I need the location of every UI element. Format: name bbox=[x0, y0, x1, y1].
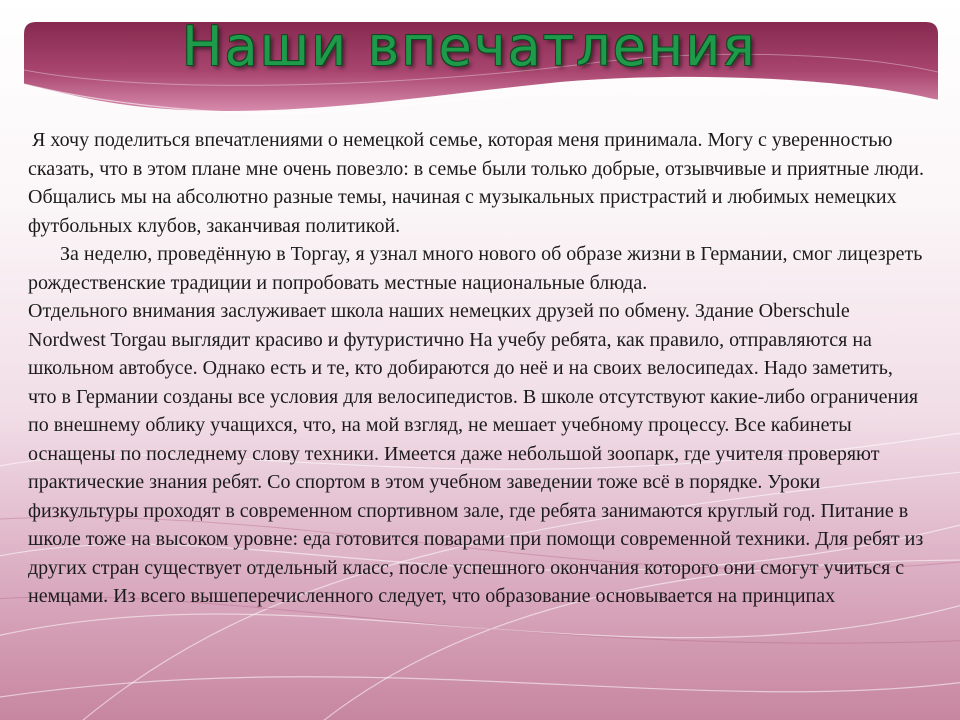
paragraph-school: Отдельного внимания заслуживает школа наших немецких друзей по обмену. Здание Oberschule Nordwest Torgau выглядит красиво и футуристично На учебу ребята, как правило, отправляются на школьном автобусе. Однако есть и те, кто добираются до неё и на своих велосипедах. Надо заметить, что в Германии созданы все условия для велосипедистов. В школе отсутствуют какие-либо ограничения по внешнему облику учащихся, что, на мой взгляд, не мешает учебному процессу. Все кабинеты оснащены по последнему слову техники. Имеется даже небольшой зоопарк, где учителя проверяют практические знания ребят. Со спортом в этом учебном заведении тоже всё в порядке. Уроки физкультуры проходят в современном спортивном зале, где ребята занимаются круглый год. Питание в школе тоже на высоком уровне: еда готовится поварами при помощи современной техники. Для ребят из других стран существует отдельный класс, после успешного окончания которого они смогут учиться с немцами. Из всего вышеперечисленного следует, что образование основывается на принципах bbox=[28, 300, 924, 607]
paragraph-torgau-week: За неделю, проведённую в Торгау, я узнал много нового об образе жизни в Германии, смог лицезреть рождественские традиции и попробовать местные национальные блюда. bbox=[28, 243, 923, 294]
paragraph-host-family: Я хочу поделиться впечатлениями о немецкой семье, которая меня принимала. Могу с уверенностью сказать, что в этом плане мне очень повезло: в семье были только добрые, отзывчивые и приятные люди. Общались мы на абсолютно разные темы, начиная с музыкальных пристрастий и любимых немецких футбольных клубов, заканчивая политикой. bbox=[28, 129, 924, 237]
slide-title: Наши впечатления bbox=[182, 15, 757, 78]
body-text bbox=[28, 126, 926, 611]
